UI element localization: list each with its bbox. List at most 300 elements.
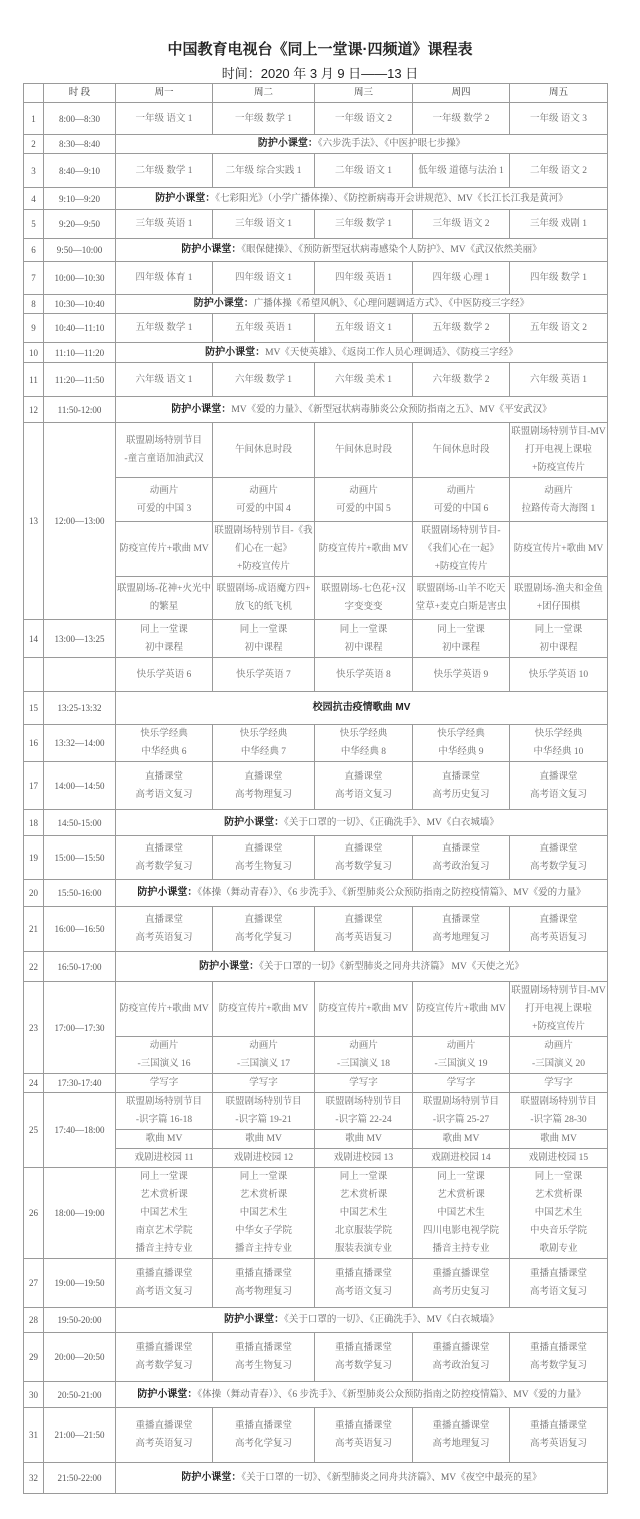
table-row (24, 1168, 608, 1259)
program-line: 高考语文复习 (529, 789, 587, 800)
banner-text: 《关于口罩的一切》《新型肺炎之同舟共济篇》 MV《天使之光》 (259, 961, 524, 972)
program-line: 高考数学复习 (334, 1361, 392, 1371)
program-line: 联盟剧场特别节目-《我 (214, 526, 313, 536)
program-line: 播音主持专业 (234, 1244, 292, 1254)
program-cell (213, 478, 315, 522)
program-line: -识字篇 22-24 (335, 1115, 392, 1125)
time-slot: 9:20—9:50 (44, 210, 116, 239)
program-line: 重播直播课堂 (334, 1269, 392, 1279)
banner-text: 《关于口罩的一切》、《新型肺炎之同舟共济篇》、MV《夜空中最亮的星》 (241, 1473, 542, 1483)
program-cell (116, 1037, 213, 1074)
banner-text: 《体操（舞动青春）》、《6 步洗手》、《新型肺炎公众预防指南之防控疫情篇》、MV《爱的力量》 (197, 1389, 586, 1400)
program-cell (510, 658, 608, 692)
program-line: 艺术赏析课 (140, 1190, 188, 1200)
program-cell (213, 314, 315, 343)
program-cell (116, 907, 213, 952)
program-cell (510, 363, 608, 397)
row-number: 17 (24, 762, 44, 810)
program-line: 高考语文复习 (135, 1287, 193, 1297)
table-row (24, 658, 608, 692)
program-line: 直播课堂 (441, 843, 480, 854)
program-line: 歌剧专业 (539, 1244, 578, 1254)
program-line: 歌曲 MV (345, 1134, 382, 1144)
program-line: 动画片 (544, 1041, 573, 1051)
program-line: 快乐学英语 7 (236, 669, 291, 680)
banner-text: 《关于口罩的一切》、《正确洗手》、MV《白衣城墙》 (284, 1315, 499, 1325)
program-cell (510, 423, 608, 478)
program-line: 们心在一起》 (234, 544, 292, 554)
table-row (24, 262, 608, 295)
program-cell (413, 423, 510, 478)
program-line: 艺术赏析课 (437, 1190, 485, 1200)
program-cell (213, 522, 315, 577)
row-number: 28 (24, 1308, 44, 1333)
program-line: 联盟剧场特别节目- (421, 526, 501, 536)
banner-text: 《七彩阳光》（小学广播体操）、《防控新病毒开会讲规范》、MV《长江长江我是黄河》 (215, 193, 568, 204)
program-line: 联盟剧场特别节目-MV (511, 427, 606, 437)
program-line: 可爱的中国 3 (136, 503, 192, 514)
program-line: 快乐学经典 (437, 729, 485, 739)
program-cell (413, 478, 510, 522)
program-line: 高考地理复习 (432, 1439, 490, 1449)
program-line: 重播直播课堂 (432, 1269, 490, 1279)
row-number: 1 (24, 103, 44, 135)
table-row-banner (24, 135, 608, 154)
program-line: 学写字 (349, 1078, 378, 1088)
program-cell (510, 982, 608, 1037)
program-cell (116, 1333, 213, 1382)
program-line: 中国艺术生 (140, 1208, 188, 1218)
row-number: 22 (24, 952, 44, 982)
protection-class-banner (116, 1382, 608, 1408)
time-slot: 14:00—14:50 (44, 762, 116, 810)
program-line: 一年级 数学 1 (234, 113, 292, 124)
program-line: 二年级 语文 2 (529, 165, 587, 176)
protection-class-banner (116, 295, 608, 314)
program-line: 直播课堂 (344, 915, 383, 925)
program-line: 同上一堂课 (534, 624, 583, 635)
program-line: 快乐学英语 6 (136, 669, 192, 680)
row-number: 12 (24, 397, 44, 423)
program-cell (213, 1168, 315, 1259)
program-line: 学写字 (446, 1078, 476, 1088)
time-slot: 16:50-17:00 (44, 952, 116, 982)
program-cell (510, 762, 608, 810)
banner-label: 防护小课堂： (224, 1314, 285, 1325)
program-line: 高考物理复习 (234, 1287, 292, 1297)
program-line: 联盟剧场特别节目 (125, 436, 202, 446)
program-cell (315, 620, 413, 658)
program-cell (315, 658, 413, 692)
program-line: 四年级 体育 1 (135, 273, 193, 283)
program-cell (116, 522, 213, 577)
program-line: 可爱的中国 4 (236, 503, 291, 514)
program-line: 一年级 语文 2 (334, 113, 392, 124)
program-cell (510, 1333, 608, 1382)
program-line: 三年级 英语 1 (135, 219, 193, 229)
program-line: 同上一堂课 (437, 624, 485, 635)
column-header: 时 段 (44, 84, 116, 103)
program-cell (413, 577, 510, 620)
program-line: 动画片 (349, 1041, 378, 1051)
program-line: 艺术赏析课 (534, 1190, 583, 1200)
program-cell (510, 1408, 608, 1463)
program-cell (510, 577, 608, 620)
program-line: -三国演义 18 (336, 1059, 391, 1069)
row-number: 18 (24, 810, 44, 836)
program-line: 中华经典 8 (340, 747, 387, 757)
program-cell (413, 1333, 510, 1382)
program-cell (315, 1093, 413, 1130)
program-cell (116, 210, 213, 239)
program-cell (315, 762, 413, 810)
program-line: 动画片 (544, 485, 573, 496)
table-row (24, 103, 608, 135)
program-line: 防疫宣传片+歌曲 MV (218, 1004, 309, 1014)
row-number: 27 (24, 1259, 44, 1308)
row-number: 30 (24, 1382, 44, 1408)
program-cell (413, 1074, 510, 1093)
program-line: 快乐学经典 (239, 729, 288, 739)
time-slot: 11:50-12:00 (44, 397, 116, 423)
program-cell (116, 1074, 213, 1093)
program-line: 动画片 (249, 485, 278, 496)
table-row (24, 423, 608, 478)
program-cell (116, 1168, 213, 1259)
program-line: 五年级 语文 2 (529, 323, 587, 333)
row-number: 26 (24, 1168, 44, 1259)
program-cell (116, 836, 213, 880)
program-cell (213, 982, 315, 1037)
program-line: 高考历史复习 (432, 789, 490, 800)
table-row (24, 907, 608, 952)
time-slot: 11:20—11:50 (44, 363, 116, 397)
program-line: 重播直播课堂 (135, 1343, 193, 1353)
program-line: 重播直播课堂 (234, 1421, 292, 1431)
program-line: 快乐学英语 9 (433, 669, 489, 680)
program-line: 直播课堂 (344, 771, 383, 782)
program-cell (213, 363, 315, 397)
program-cell (510, 103, 608, 135)
program-cell (213, 262, 315, 295)
time-slot (44, 658, 116, 692)
program-line: 初中课程 (539, 642, 578, 653)
protection-class-banner (116, 1308, 608, 1333)
program-line: 联盟剧场特别节目-MV (511, 986, 606, 996)
program-line: 高考英语复习 (334, 933, 392, 943)
program-cell (315, 1408, 413, 1463)
program-line: 一年级 数学 2 (432, 113, 490, 124)
program-line: 直播课堂 (441, 771, 480, 782)
program-line: 《我们心在一起》 (422, 544, 499, 554)
program-line: 中国艺术生 (339, 1208, 388, 1218)
program-line: 歌曲 MV (145, 1134, 183, 1144)
program-cell (116, 1259, 213, 1308)
table-row-banner (24, 1382, 608, 1408)
program-line: 动画片 (249, 1041, 278, 1051)
program-line: 一年级 语文 3 (529, 113, 587, 124)
program-line: 快乐学英语 8 (336, 669, 391, 680)
program-cell (413, 363, 510, 397)
program-cell (413, 154, 510, 188)
row-number: 15 (24, 692, 44, 725)
program-cell (213, 620, 315, 658)
program-cell (116, 154, 213, 188)
program-cell (116, 1149, 213, 1168)
program-line: 重播直播课堂 (529, 1343, 587, 1353)
program-line: -识字篇 16-18 (135, 1115, 193, 1125)
table-row (24, 1259, 608, 1308)
program-line: 初中课程 (244, 642, 283, 653)
time-slot: 15:50-16:00 (44, 880, 116, 907)
program-cell (510, 478, 608, 522)
program-line: 直播课堂 (144, 915, 183, 925)
program-line: 四川电影电视学院 (422, 1226, 499, 1236)
program-line: 戏剧进校园 11 (134, 1153, 194, 1163)
program-cell (116, 363, 213, 397)
program-line: 直播课堂 (244, 771, 283, 782)
banner-text: 校园抗击疫情歌曲 MV (312, 702, 411, 713)
program-line: +团仔围棋 (536, 602, 581, 612)
program-cell (315, 907, 413, 952)
program-cell (413, 1037, 510, 1074)
row-number: 23 (24, 982, 44, 1074)
program-line: 高考数学复习 (334, 861, 392, 872)
program-line: +防疫宣传片 (237, 562, 290, 572)
program-line: 四年级 数学 1 (529, 273, 587, 283)
time-slot: 20:50-21:00 (44, 1382, 116, 1408)
program-line: 学写字 (149, 1078, 179, 1088)
program-line: -三国演义 20 (531, 1059, 586, 1069)
table-row (24, 1408, 608, 1463)
program-line: 联盟剧场-花神+火光中 (116, 584, 212, 594)
program-line: 联盟剧场-成语魔方四+ (216, 584, 311, 594)
program-line: 打开电视上课啦 (525, 1004, 592, 1014)
program-line: 高考政治复习 (432, 1361, 490, 1371)
program-line: 高考英语复习 (529, 933, 587, 943)
program-line: 艺术赏析课 (239, 1190, 288, 1200)
program-line: 快乐学经典 (339, 729, 388, 739)
program-cell (315, 1168, 413, 1259)
program-cell (510, 725, 608, 762)
program-cell (315, 982, 413, 1037)
protection-class-banner (116, 343, 608, 363)
program-line: 中央音乐学院 (529, 1226, 587, 1236)
program-cell (315, 1333, 413, 1382)
program-cell (510, 154, 608, 188)
program-line: -三国演义 16 (137, 1059, 191, 1069)
program-cell (213, 1037, 315, 1074)
program-line: -识字篇 25-27 (432, 1115, 490, 1125)
row-number: 24 (24, 1074, 44, 1093)
row-number: 3 (24, 154, 44, 188)
program-cell (315, 314, 413, 343)
table-row (24, 154, 608, 188)
time-slot: 11:10—11:20 (44, 343, 116, 363)
row-number: 14 (24, 620, 44, 658)
program-line: 初中课程 (441, 642, 480, 653)
program-cell (116, 478, 213, 522)
banner-text: 《眼保健操》、《预防新型冠状病毒感染个人防护》、MV《武汉依然美丽》 (241, 245, 542, 255)
program-cell (315, 478, 413, 522)
program-line: 直播课堂 (244, 843, 283, 854)
program-line: 防疫宣传片+歌曲 MV (416, 1004, 506, 1014)
table-row-banner (24, 880, 608, 907)
program-cell (116, 1408, 213, 1463)
column-header: 周二 (213, 84, 315, 103)
program-cell (116, 1093, 213, 1130)
program-line: 高考语文复习 (529, 1287, 587, 1297)
program-cell (116, 423, 213, 478)
date-range-subtitle: 时间：2020 年 3 月 9 日——13 日 (221, 66, 419, 81)
program-cell (510, 1259, 608, 1308)
schedule-table (23, 83, 608, 1494)
program-line: -识字篇 28-30 (530, 1115, 587, 1125)
program-line: 六年级 数学 2 (432, 374, 490, 385)
program-cell (413, 1149, 510, 1168)
program-line: 直播课堂 (144, 843, 183, 854)
time-slot: 21:00—21:50 (44, 1408, 116, 1463)
program-line: 防疫宣传片+歌曲 MV (318, 1004, 409, 1014)
row-number: 19 (24, 836, 44, 880)
program-cell (315, 1149, 413, 1168)
program-line: 同上一堂课 (140, 1172, 188, 1182)
program-line: -三国演义 19 (434, 1059, 488, 1069)
row-number: 29 (24, 1333, 44, 1382)
program-line: 二年级 数学 1 (135, 165, 193, 176)
table-row (24, 363, 608, 397)
banner-text: 《关于口罩的一切》、《正确洗手》、MV《白衣城墙》 (284, 817, 499, 828)
program-cell (315, 522, 413, 577)
program-line: 学写字 (544, 1078, 573, 1088)
time-slot: 10:30—10:40 (44, 295, 116, 314)
banner-label: 防护小课堂： (257, 138, 318, 149)
program-cell (510, 1074, 608, 1093)
program-line: 戏剧进校园 12 (233, 1153, 294, 1163)
banner-label: 防护小课堂： (137, 887, 198, 898)
program-line: 高考英语复习 (529, 1439, 587, 1449)
page-title: 中国教育电视台《同上一堂课·四频道》课程表 (167, 41, 473, 58)
program-line: 四年级 心理 1 (432, 273, 490, 283)
program-cell (315, 1130, 413, 1149)
program-cell (413, 103, 510, 135)
protection-class-banner (116, 397, 608, 423)
program-line: 字变变变 (344, 602, 383, 612)
program-line: 一年级 语文 1 (135, 113, 193, 124)
program-line: 播音主持专业 (135, 1244, 193, 1254)
banner-label: 防护小课堂： (171, 403, 232, 415)
program-cell (315, 577, 413, 620)
program-line: 中华经典 9 (438, 747, 484, 757)
program-cell (315, 262, 413, 295)
time-slot: 19:00—19:50 (44, 1259, 116, 1308)
program-line: 联盟剧场特别节目 (125, 1097, 202, 1107)
table-row-banner (24, 343, 608, 363)
program-cell (116, 725, 213, 762)
program-line: 动画片 (149, 1041, 179, 1051)
program-cell (213, 725, 315, 762)
program-line: 高考化学复习 (234, 1439, 292, 1449)
program-cell (413, 620, 510, 658)
table-row-banner (24, 1463, 608, 1494)
column-header: 周三 (315, 84, 413, 103)
program-line: 五年级 语文 1 (334, 323, 392, 333)
protection-class-banner (116, 239, 608, 262)
time-slot: 19:50-20:00 (44, 1308, 116, 1333)
time-slot: 9:10—9:20 (44, 188, 116, 210)
program-cell (413, 1130, 510, 1149)
banner-text: 《体操（舞动青春）》、《6 步洗手》、《新型肺炎公众预防指南之防控疫情篇》、MV《爱的力量》 (197, 888, 586, 898)
program-cell (213, 907, 315, 952)
program-cell (315, 1074, 413, 1093)
program-line: 艺术赏析课 (339, 1190, 388, 1200)
program-cell (213, 1130, 315, 1149)
program-line: 中华经典 10 (533, 747, 584, 757)
table-row-banner (24, 952, 608, 982)
program-line: 歌曲 MV (245, 1134, 282, 1144)
program-line: 同上一堂课 (239, 624, 288, 635)
banner-text: 《六步洗手法》、《中医护眼七步操》 (317, 139, 466, 149)
program-cell (213, 836, 315, 880)
program-line: 重播直播课堂 (334, 1421, 392, 1431)
program-line: 动画片 (446, 1041, 476, 1051)
table-row-banner (24, 188, 608, 210)
banner-text: MV《天使英雄》、《返岗工作人员心理调适》、《防疫三字经》 (265, 347, 518, 358)
banner-label: 防护小课堂： (199, 960, 260, 972)
program-cell (510, 210, 608, 239)
program-line: 高考英语复习 (334, 1439, 392, 1449)
program-line: 同上一堂课 (140, 624, 188, 635)
row-number: 2 (24, 135, 44, 154)
program-line: 同上一堂课 (437, 1172, 485, 1182)
program-line: 中华经典 7 (240, 747, 287, 757)
program-line: 联盟剧场-七色花+汉 (321, 584, 406, 594)
program-cell (213, 577, 315, 620)
banner-text: MV《爱的力量》、《新型冠状病毒肺炎公众预防指南之五》、MV《平安武汉》 (231, 404, 552, 415)
program-line: 五年级 英语 1 (234, 323, 292, 333)
table-row (24, 620, 608, 658)
time-slot: 13:00—13:25 (44, 620, 116, 658)
program-line: 直播课堂 (344, 843, 383, 854)
time-slot: 15:00—15:50 (44, 836, 116, 880)
program-line: 重播直播课堂 (432, 1343, 490, 1353)
program-line: 高考语文复习 (334, 1287, 392, 1297)
program-cell (213, 762, 315, 810)
row-number: 25 (24, 1093, 44, 1168)
program-line: -三国演义 17 (236, 1059, 291, 1069)
program-line: 直播课堂 (539, 915, 578, 925)
program-line: 放飞的纸飞机 (234, 602, 292, 612)
row-number: 8 (24, 295, 44, 314)
program-line: 同上一堂课 (339, 624, 388, 635)
program-cell (413, 522, 510, 577)
program-cell (510, 836, 608, 880)
time-slot: 13:32—14:00 (44, 725, 116, 762)
row-number: 6 (24, 239, 44, 262)
time-slot: 18:00—19:00 (44, 1168, 116, 1259)
program-cell (213, 103, 315, 135)
time-slot: 8:00—8:30 (44, 103, 116, 135)
table-row (24, 1074, 608, 1093)
program-cell (315, 103, 413, 135)
program-line: 同上一堂课 (339, 1172, 388, 1182)
program-cell (413, 1408, 510, 1463)
program-cell (413, 907, 510, 952)
time-slot: 8:40—9:10 (44, 154, 116, 188)
program-line: 戏剧进校园 15 (528, 1153, 589, 1163)
table-row-banner (24, 692, 608, 725)
program-line: 六年级 语文 1 (135, 374, 193, 385)
